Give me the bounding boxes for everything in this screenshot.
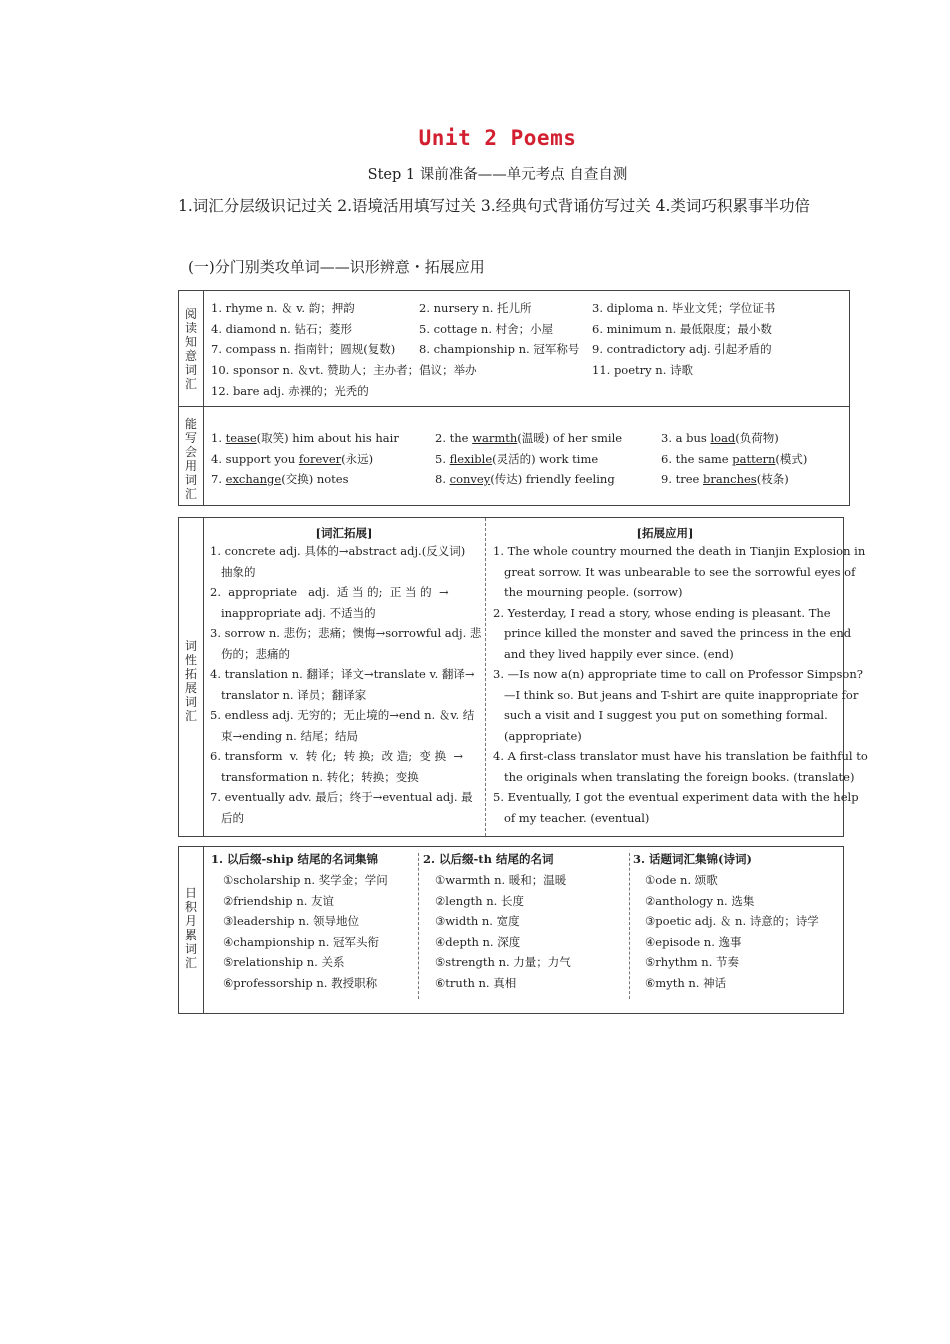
daily-item: ④championship n. 冠军头衔	[223, 934, 380, 949]
label-char: 意	[184, 349, 197, 363]
label-char: 展	[184, 681, 197, 695]
application-line: great sorrow. It was unbearable to see the sorrowful eyes of	[493, 564, 856, 579]
daily-label	[179, 847, 204, 1013]
application-line: 5. Eventually, I got the eventual experiment data with the help	[493, 790, 859, 804]
reading-item: 11. poetry n. 诗歌	[592, 363, 694, 377]
label-char: 月	[184, 914, 197, 928]
expansion-label	[179, 518, 204, 836]
daily-item: ⑤strength n. 力量；力气	[435, 955, 571, 969]
reading-item: 9. contradictory adj. 引起矛盾的	[592, 342, 772, 356]
label-char: 写	[184, 431, 197, 445]
application-line: 3. —Is now a(n) appropriate time to call on Professor Simpson?	[493, 667, 863, 681]
daily-item: ①ode n. 颂歌	[645, 873, 718, 887]
intro-paragraph: 1.词汇分层级识记过关 2.语境活用填写过关 3.经典句式背诵仿写过关 4.类词巧积累事半功倍	[178, 197, 810, 215]
application-line: 2. Yesterday, I read a story, whose ending is pleasant. The	[493, 605, 831, 620]
daily-col-items	[223, 870, 388, 993]
daily-item: ⑥truth n. 真相	[435, 975, 517, 990]
daily-item: ④episode n. 逸事	[645, 934, 742, 949]
application-line: the mourning people. (sorrow)	[493, 585, 683, 599]
daily-item: ⑤rhythm n. 节奏	[645, 955, 740, 969]
application-line: of my teacher. (eventual)	[493, 810, 650, 825]
reading-item: 10. sponsor n. ＆vt. 赞助人；主办者；倡议；举办	[211, 363, 477, 377]
active-item: 1. tease(取笑) him about his hair	[211, 431, 399, 445]
label-char: 词	[184, 695, 197, 709]
expansion-line: 伤的；悲痛的	[210, 646, 290, 661]
active-label	[179, 406, 204, 505]
label-char: 词	[184, 942, 197, 956]
page-title: Unit 2 Poems	[418, 126, 577, 150]
label-char: 性	[184, 653, 197, 667]
daily-table	[178, 846, 844, 1014]
daily-col-items	[435, 870, 571, 993]
label-char: 汇	[184, 709, 197, 723]
step-heading: Step 1 课前准备——单元考点 自查自测	[367, 167, 628, 183]
active-item: 8. convey(传达) friendly feeling	[435, 472, 615, 486]
left-column-head: [词汇拓展]	[315, 526, 373, 540]
label-char: 会	[184, 445, 197, 459]
reading-item: 8. championship n. 冠军称号	[419, 342, 580, 356]
daily-item: ②friendship n. 友谊	[223, 893, 335, 908]
reading-item: 5. cottage n. 村舍；小屋	[419, 322, 554, 336]
application-line: 1. The whole country mourned the death in Tianjin Explosion in	[493, 544, 866, 558]
expansion-table	[178, 517, 868, 837]
label-char: 日	[184, 886, 197, 900]
label-char: 知	[184, 335, 197, 349]
label-char: 词	[184, 639, 197, 653]
label-char: 能	[184, 417, 197, 431]
label-char: 词	[184, 473, 197, 487]
active-item: 2. the warmth(温暖) of her smile	[435, 431, 623, 445]
expansion-left	[210, 541, 482, 828]
active-item: 5. flexible(灵活的) work time	[435, 452, 599, 466]
active-item: 6. the same pattern(模式)	[661, 452, 808, 466]
active-item: 3. a bus load(负荷物)	[661, 431, 779, 445]
expansion-right	[493, 541, 868, 828]
daily-col-items	[645, 870, 819, 993]
daily-item: ⑤relationship n. 关系	[223, 955, 345, 969]
application-line: the originals when translating the foreign books. (translate)	[493, 769, 855, 784]
daily-item: ②length n. 长度	[435, 893, 524, 908]
daily-item: ⑥myth n. 神话	[645, 975, 727, 990]
reading-item: 1. rhyme n. ＆ v. 韵；押韵	[211, 301, 355, 315]
label-char: 积	[184, 900, 197, 914]
label-char: 累	[184, 928, 197, 942]
application-line: (appropriate)	[493, 728, 582, 743]
expansion-line: 后的	[210, 810, 244, 825]
daily-item: ③width n. 宽度	[435, 914, 520, 928]
expansion-line: translator n. 译员；翻译家	[210, 687, 367, 702]
reading-item: 12. bare adj. 赤裸的；光秃的	[211, 384, 369, 398]
section-subheading: (一)分门别类攻单词——识形辨意・拓展应用	[188, 258, 485, 276]
active-item: 9. tree branches(枝条)	[661, 472, 789, 486]
daily-item: ③leadership n. 领导地位	[223, 914, 360, 928]
active-item: 4. support you forever(永远)	[211, 452, 374, 466]
daily-item: ④depth n. 深度	[435, 934, 521, 949]
daily-item: ①warmth n. 暖和；温暖	[435, 873, 567, 887]
reading-label	[179, 291, 204, 406]
expansion-line: 5. endless adj. 无穷的；无止境的→end n. ＆v. 结	[210, 708, 475, 722]
expansion-line: 7. eventually adv. 最后；终于→eventual adj. 最	[210, 790, 473, 804]
label-char: 汇	[184, 377, 197, 391]
expansion-line: 束→ending n. 结尾；结局	[210, 728, 358, 743]
active-item: 7. exchange(交换) notes	[211, 472, 349, 486]
daily-col-head: 2. 以后缀-th 结尾的名词	[423, 852, 554, 866]
label-char: 汇	[184, 956, 197, 970]
label-char: 拓	[184, 667, 197, 681]
label-char: 词	[184, 363, 197, 377]
application-line: prince killed the monster and saved the princess in the end	[493, 626, 852, 640]
right-column-head: [拓展应用]	[636, 526, 694, 540]
vocab-table	[178, 290, 850, 506]
label-char: 用	[184, 459, 197, 473]
expansion-line: 4. translation n. 翻译；译文→translate v. 翻译→	[210, 667, 475, 681]
daily-item: ②anthology n. 选集	[645, 893, 755, 908]
daily-item: ①scholarship n. 奖学金；学问	[223, 873, 388, 887]
application-line: —I think so. But jeans and T-shirt are quite inappropriate for	[493, 687, 859, 702]
expansion-line: 1. concrete adj. 具体的→abstract adj.(反义词)	[210, 544, 466, 558]
expansion-line: 2. appropriate adj. 适 当 的; 正 当 的 →	[210, 585, 449, 599]
label-char: 汇	[184, 487, 197, 501]
reading-item: 2. nursery n. 托儿所	[419, 301, 532, 315]
daily-item: ⑥professorship n. 教授职称	[223, 975, 378, 990]
daily-item: ③poetic adj. ＆ n. 诗意的；诗学	[645, 914, 819, 928]
application-line: such a visit and I suggest you put on something formal.	[493, 708, 828, 722]
reading-item: 3. diploma n. 毕业文凭；学位证书	[592, 301, 776, 315]
expansion-line: transformation n. 转化；转换；变换	[210, 769, 419, 784]
daily-col-head: 3. 话题词汇集锦(诗词)	[633, 852, 752, 866]
expansion-line: inappropriate adj. 不适当的	[210, 605, 376, 620]
label-char: 读	[184, 321, 197, 335]
expansion-line: 6. transform v. 转 化; 转 换; 改 造; 变 换 →	[210, 749, 464, 763]
expansion-line: 抽象的	[210, 564, 256, 579]
reading-item: 6. minimum n. 最低限度；最小数	[592, 322, 772, 336]
reading-item: 7. compass n. 指南针；圆规(复数)	[211, 342, 396, 356]
daily-col-head: 1. 以后缀-ship 结尾的名词集锦	[211, 852, 379, 866]
application-line: and they lived happily ever since. (end)	[493, 646, 734, 661]
expansion-line: 3. sorrow n. 悲伤；悲痛；懊悔→sorrowful adj. 悲	[210, 626, 482, 640]
reading-item: 4. diamond n. 钻石；菱形	[211, 322, 352, 336]
label-char: 阅	[184, 307, 197, 321]
application-line: 4. A first-class translator must have his translation be faithful to	[493, 749, 868, 763]
